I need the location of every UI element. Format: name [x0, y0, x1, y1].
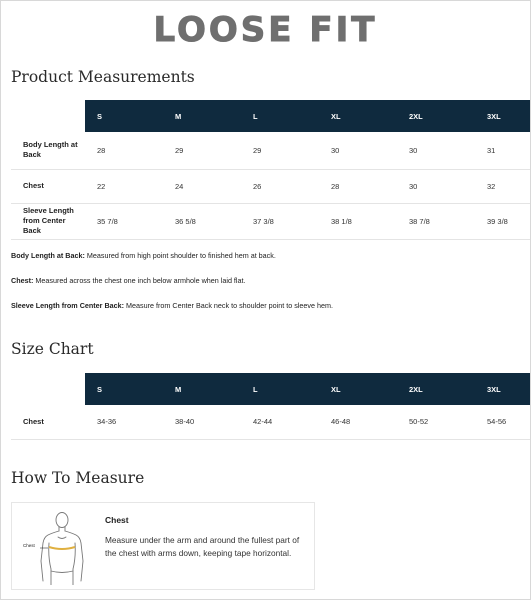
header-corner [11, 100, 85, 132]
table-cell: 28 [85, 132, 163, 169]
table-cell: 34-36 [85, 405, 163, 439]
header-size-s: S [85, 373, 163, 405]
table-cell: 24 [163, 169, 241, 203]
product-measurements-title: Product Measurements [11, 68, 195, 86]
header-size-2xl: 2XL [397, 373, 475, 405]
header-size-l: L [241, 100, 319, 132]
product-measurements-table [11, 100, 530, 240]
table-row [11, 132, 530, 169]
header-corner [11, 373, 85, 405]
table-cell: 28 [319, 169, 397, 203]
table-row [11, 203, 530, 239]
table-cell: 22 [85, 169, 163, 203]
table-cell: 36 5/8 [163, 203, 241, 239]
header-size-3xl: 3XL [475, 373, 530, 405]
note-term: Body Length at Back: [11, 251, 85, 260]
table-cell: 26 [241, 169, 319, 203]
table-cell: 38 1/8 [319, 203, 397, 239]
table-cell: 30 [397, 169, 475, 203]
table-cell: 29 [241, 132, 319, 169]
header-size-xl: XL [319, 100, 397, 132]
figure-chest-label: Chest [23, 543, 35, 548]
header-size-2xl: 2XL [397, 100, 475, 132]
size-chart-title: Size Chart [11, 340, 94, 358]
size-chart-header-row [11, 373, 530, 405]
table-cell: 31 [475, 132, 530, 169]
row-label-chest: Chest [11, 169, 85, 203]
header-size-l: L [241, 373, 319, 405]
header-size-3xl: 3XL [475, 100, 530, 132]
product-header-row [11, 100, 530, 132]
note-body-length [11, 251, 276, 260]
table-cell: 39 3/8 [475, 203, 530, 239]
measure-card-chest [11, 502, 315, 590]
note-text: Measure from Center Back neck to shoulder point to sleeve hem. [124, 301, 333, 310]
table-cell: 42-44 [241, 405, 319, 439]
table-cell: 32 [475, 169, 530, 203]
brand-logo-text: LOOSE FIT [153, 10, 378, 50]
table-row [11, 405, 530, 439]
table-cell: 37 3/8 [241, 203, 319, 239]
table-cell: 30 [397, 132, 475, 169]
table-row [11, 169, 530, 203]
row-label-chest: Chest [11, 405, 85, 439]
table-cell: 54-56 [475, 405, 530, 439]
torso-figure-icon [22, 509, 92, 585]
header-size-s: S [85, 100, 163, 132]
table-cell: 30 [319, 132, 397, 169]
table-cell: 38 7/8 [397, 203, 475, 239]
note-term: Chest: [11, 276, 34, 285]
table-cell: 29 [163, 132, 241, 169]
header-size-m: M [163, 373, 241, 405]
row-label-sleeve-length: Sleeve Length from Center Back [11, 203, 85, 239]
table-cell: 50-52 [397, 405, 475, 439]
table-cell: 35 7/8 [85, 203, 163, 239]
row-label-body-length: Body Length at Back [11, 132, 85, 169]
header-size-m: M [163, 100, 241, 132]
note-text: Measured from high point shoulder to finished hem at back. [84, 251, 276, 260]
note-term: Sleeve Length from Center Back: [11, 301, 125, 310]
header-size-xl: XL [319, 373, 397, 405]
measure-item-description: Measure under the arm and around the fullest part of the chest with arms down, keeping tape horizontal. [105, 535, 300, 558]
size-chart-table [11, 373, 530, 440]
table-cell: 46-48 [319, 405, 397, 439]
table-cell: 38-40 [163, 405, 241, 439]
how-to-measure-title: How To Measure [11, 469, 145, 487]
note-text: Measured across the chest one inch below armhole when laid flat. [33, 276, 246, 285]
measure-item-title: Chest [105, 515, 129, 525]
note-chest [11, 276, 246, 285]
note-sleeve-length [11, 301, 333, 310]
